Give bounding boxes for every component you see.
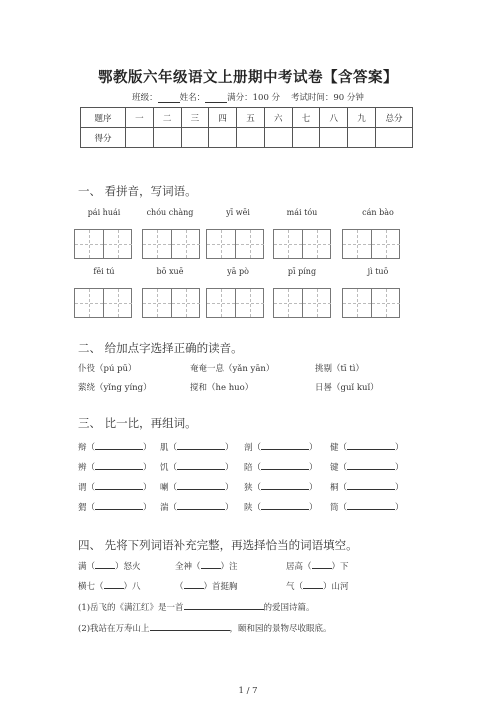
score-header-cell: 二 xyxy=(153,108,181,128)
idiom-fill-item[interactable]: 居高（ ）下 xyxy=(286,562,349,572)
score-header-cell: 一 xyxy=(126,108,154,128)
score-header-cell: 九 xyxy=(348,108,376,128)
score-header-cell: 七 xyxy=(292,108,320,128)
reading-choice-item[interactable]: 仆役（pú pū） xyxy=(78,364,137,374)
score-header-cell: 三 xyxy=(181,108,209,128)
compare-item[interactable]: 喇（ ） xyxy=(160,483,234,493)
score-header-cell: 八 xyxy=(320,108,348,128)
section3-heading: 三、 比一比，再组词。 xyxy=(78,416,197,430)
idiom-fill-item[interactable]: （ ）首挺胸 xyxy=(175,582,238,592)
score-cell[interactable] xyxy=(126,128,154,148)
pinyin-label: pái huái xyxy=(87,208,121,217)
pinyin-label: bō xuē xyxy=(156,267,184,276)
class-blank xyxy=(158,93,180,103)
score-header-cell: 六 xyxy=(264,108,292,128)
section1-heading: 一、 看拼音，写词语。 xyxy=(78,184,197,198)
tianzige-box[interactable] xyxy=(273,229,331,259)
pinyin-label: jì tuō xyxy=(367,267,389,276)
exam-info-line xyxy=(0,91,496,103)
score-row-label: 得分 xyxy=(81,128,126,148)
section2-heading: 二、 给加点字选择正确的读音。 xyxy=(78,341,243,355)
idiom-fill-item[interactable]: 气（ ）山河 xyxy=(286,582,349,592)
idiom-fill-item[interactable]: 满（ ）怒火 xyxy=(78,562,141,572)
score-cell[interactable] xyxy=(292,128,320,148)
pinyin-label: pī píng xyxy=(287,267,317,276)
compare-item[interactable]: 肌（ ） xyxy=(160,443,234,453)
score-cell[interactable] xyxy=(209,128,237,148)
score-cell[interactable] xyxy=(153,128,181,148)
tianzige-box[interactable] xyxy=(74,229,132,259)
idiom-fill-item[interactable]: 全神（ ）注 xyxy=(175,562,238,572)
compare-item[interactable]: 键（ ） xyxy=(330,463,404,473)
tianzige-box[interactable] xyxy=(74,288,132,318)
compare-item[interactable]: 筒（ ） xyxy=(330,503,404,513)
tianzige-box[interactable] xyxy=(142,288,200,318)
reading-choice-item[interactable]: 挑剔（tī tì） xyxy=(315,364,364,374)
tianzige-box[interactable] xyxy=(142,229,200,259)
pinyin-label: chóu chàng xyxy=(146,208,194,217)
page-number: 1 / 7 xyxy=(238,686,258,696)
section4-heading: 四、 先将下列词语补充完整，再选择恰当的词语填空。 xyxy=(78,538,358,552)
pinyin-label: yī wēi xyxy=(226,208,250,217)
compare-item[interactable]: 辨（ ） xyxy=(78,463,152,473)
compare-item[interactable]: 剖（ ） xyxy=(244,443,318,453)
reading-choice-item[interactable]: 日晷（guǐ kuǐ） xyxy=(315,383,379,393)
reading-choice-item[interactable]: 搅和（he huo） xyxy=(190,383,254,393)
score-cell[interactable] xyxy=(181,128,209,148)
name-label: 姓名： xyxy=(179,93,206,103)
compare-item[interactable]: 桐（ ） xyxy=(330,483,404,493)
sentence-fill-1[interactable]: (1)岳飞的《满江红》是一首 的爱国诗篇。 xyxy=(78,603,315,613)
score-cell[interactable] xyxy=(376,128,413,148)
pinyin-label: yā pò xyxy=(227,267,249,276)
tianzige-box[interactable] xyxy=(342,288,400,318)
compare-item[interactable]: 饥（ ） xyxy=(160,463,234,473)
pinyin-label: fēi tú xyxy=(93,267,115,276)
name-blank xyxy=(205,93,227,103)
score-table-score-row xyxy=(81,128,413,148)
idiom-fill-item[interactable]: 横七（ ）八 xyxy=(78,582,141,592)
score-cell[interactable] xyxy=(264,128,292,148)
compare-item[interactable]: 陕（ ） xyxy=(244,503,318,513)
score-cell[interactable] xyxy=(348,128,376,148)
reading-choice-item[interactable]: 萦绕（yǐng yíng） xyxy=(78,383,152,393)
score-header-cell: 五 xyxy=(237,108,265,128)
tianzige-box[interactable] xyxy=(342,229,400,259)
pinyin-label: mái tóu xyxy=(286,208,318,217)
class-label: 班级： xyxy=(132,93,158,103)
score-cell[interactable] xyxy=(237,128,265,148)
score-cell[interactable] xyxy=(320,128,348,148)
sentence-fill-2[interactable]: (2)我站在万寿山上 ，颐和园的景物尽收眼底。 xyxy=(78,624,332,634)
tianzige-box[interactable] xyxy=(273,288,331,318)
compare-item[interactable]: 湍（ ） xyxy=(160,503,234,513)
score-table-header-row xyxy=(81,108,413,128)
tianzige-box[interactable] xyxy=(206,229,264,259)
compare-item[interactable]: 健（ ） xyxy=(330,443,404,453)
compare-item[interactable]: 陪（ ） xyxy=(244,463,318,473)
tianzige-box[interactable] xyxy=(206,288,264,318)
score-header-cell: 总分 xyxy=(376,108,413,128)
compare-item[interactable]: 辩（ ） xyxy=(78,443,152,453)
document-title: 鄂教版六年级语文上册期中考试卷【含答案】 xyxy=(98,69,398,86)
exam-time: 考试时间：90 分钟 xyxy=(290,93,364,103)
score-header-cell: 四 xyxy=(209,108,237,128)
compare-item[interactable]: 狭（ ） xyxy=(244,483,318,493)
pinyin-label: cán bào xyxy=(362,208,394,217)
compare-item[interactable]: 谓（ ） xyxy=(78,483,152,493)
score-table xyxy=(80,107,413,148)
reading-choice-item[interactable]: 奄奄一息（yǎn yān） xyxy=(190,364,275,374)
score-header-cell: 题序 xyxy=(81,108,126,128)
full-score: 满分：100 分 xyxy=(227,93,281,103)
compare-item[interactable]: 猬（ ） xyxy=(78,503,152,513)
